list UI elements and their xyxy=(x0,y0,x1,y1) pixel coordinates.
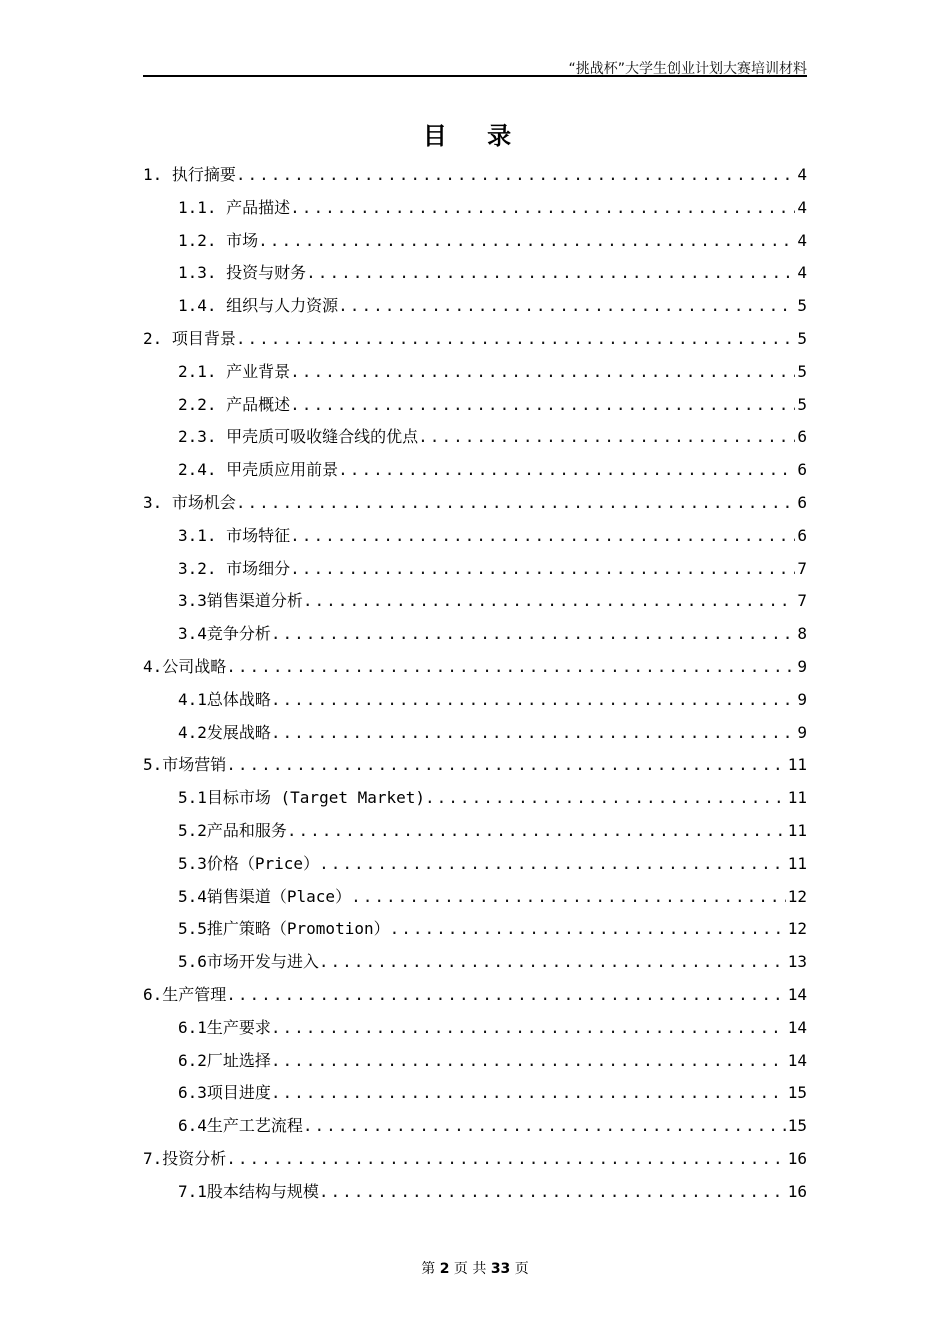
toc-entry-page: 4 xyxy=(797,197,807,217)
toc-leader-dots xyxy=(319,1176,786,1209)
toc-entry-page: 5 xyxy=(797,328,807,348)
toc-entry[interactable] xyxy=(143,848,807,881)
toc-entry-label: 5.4销售渠道（Place） xyxy=(178,886,352,906)
toc-entry[interactable] xyxy=(143,520,807,553)
toc-leader-dots xyxy=(290,389,795,422)
toc-entry[interactable] xyxy=(143,618,807,651)
running-header: “挑战杯”大学生创业计划大赛培训材料 xyxy=(568,61,807,77)
toc-entry[interactable] xyxy=(143,159,807,192)
toc-entry-page: 7 xyxy=(797,558,807,578)
toc-entry[interactable] xyxy=(143,257,807,290)
toc-entry-page: 12 xyxy=(787,886,807,906)
toc-entry[interactable] xyxy=(143,717,807,750)
toc-entry-page: 4 xyxy=(797,230,807,250)
toc-entry[interactable] xyxy=(143,1045,807,1078)
toc-leader-dots xyxy=(226,979,785,1012)
page-title: 目 录 xyxy=(422,122,528,150)
toc-entry[interactable] xyxy=(143,651,807,684)
toc-entry-label: 2.2. 产品概述 xyxy=(178,394,291,414)
toc-entry-label: 7.1股本结构与规模 xyxy=(178,1181,319,1201)
toc-entry[interactable] xyxy=(143,454,807,487)
toc-leader-dots xyxy=(351,881,786,914)
toc-entry[interactable] xyxy=(143,1012,807,1045)
toc-entry[interactable] xyxy=(143,290,807,323)
page-footer xyxy=(0,1258,950,1278)
toc-entry-label: 7.投资分析 xyxy=(143,1148,227,1168)
toc-leader-dots xyxy=(338,290,795,323)
toc-entry[interactable] xyxy=(143,553,807,586)
toc-entry-label: 6.3项目进度 xyxy=(178,1083,271,1103)
toc-leader-dots xyxy=(236,159,795,192)
toc-leader-dots xyxy=(306,257,795,290)
toc-leader-dots xyxy=(418,421,795,454)
toc-leader-dots xyxy=(271,618,795,651)
toc-entry-label: 4.公司战略 xyxy=(143,656,227,676)
toc-entry-label: 5.市场营销 xyxy=(143,755,227,775)
toc-entry-page: 4 xyxy=(797,263,807,283)
toc-entry-label: 1.4. 组织与人力资源 xyxy=(178,296,339,316)
toc-entry-page: 11 xyxy=(787,788,807,808)
toc-entry[interactable] xyxy=(143,389,807,422)
toc-entry[interactable] xyxy=(143,946,807,979)
toc-leader-dots xyxy=(226,1143,785,1176)
toc-entry[interactable] xyxy=(143,979,807,1012)
toc-leader-dots xyxy=(236,487,795,520)
footer-middle: 页 共 xyxy=(453,1261,487,1277)
toc-entry[interactable] xyxy=(143,192,807,225)
toc-entry-page: 14 xyxy=(787,1050,807,1070)
header-rule xyxy=(143,75,807,77)
toc-leader-dots xyxy=(271,1012,786,1045)
toc-entry-page: 13 xyxy=(787,952,807,972)
toc-entry-label: 5.1目标市场 (Target Market) xyxy=(178,788,426,808)
toc-entry-page: 8 xyxy=(797,624,807,644)
toc-entry[interactable] xyxy=(143,1176,807,1209)
toc-entry[interactable] xyxy=(143,585,807,618)
toc-entry[interactable] xyxy=(143,684,807,717)
toc-entry-label: 1.3. 投资与财务 xyxy=(178,263,307,283)
toc-leader-dots xyxy=(319,946,786,979)
toc-entry[interactable] xyxy=(143,1110,807,1143)
toc-entry-label: 1.2. 市场 xyxy=(178,230,259,250)
toc-entry-page: 11 xyxy=(787,820,807,840)
toc-entry-label: 1. 执行摘要 xyxy=(143,165,236,184)
table-of-contents xyxy=(143,159,807,1209)
toc-entry-label: 3.1. 市场特征 xyxy=(178,525,291,545)
toc-entry-label: 6.2厂址选择 xyxy=(178,1050,271,1070)
toc-entry-label: 5.6市场开发与进入 xyxy=(178,952,319,972)
toc-entry[interactable] xyxy=(143,356,807,389)
toc-leader-dots xyxy=(271,1045,786,1078)
toc-entry[interactable] xyxy=(143,782,807,815)
footer-suffix: 页 xyxy=(514,1261,529,1277)
toc-entry-label: 1.1. 产品描述 xyxy=(178,197,291,217)
toc-entry[interactable] xyxy=(143,225,807,258)
toc-entry-page: 14 xyxy=(787,984,807,1004)
toc-entry-label: 6.生产管理 xyxy=(143,984,227,1004)
toc-entry-label: 6.4生产工艺流程 xyxy=(178,1116,303,1136)
toc-leader-dots xyxy=(271,684,795,717)
toc-entry-page: 7 xyxy=(797,591,807,611)
toc-leader-dots xyxy=(226,749,785,782)
toc-leader-dots xyxy=(287,815,786,848)
toc-leader-dots xyxy=(338,454,795,487)
toc-entry-label: 2.1. 产业背景 xyxy=(178,361,291,381)
toc-leader-dots xyxy=(319,848,786,881)
toc-leader-dots xyxy=(425,782,786,815)
toc-entry-page: 4 xyxy=(797,165,807,184)
toc-entry-page: 9 xyxy=(797,656,807,676)
toc-entry[interactable] xyxy=(143,421,807,454)
toc-entry-label: 4.2发展战略 xyxy=(178,722,271,742)
toc-entry[interactable] xyxy=(143,487,807,520)
toc-leader-dots xyxy=(236,323,795,356)
toc-entry-page: 6 xyxy=(797,427,807,447)
toc-entry-page: 12 xyxy=(787,919,807,939)
toc-entry-page: 5 xyxy=(797,361,807,381)
toc-leader-dots xyxy=(390,913,786,946)
toc-entry-page: 11 xyxy=(787,853,807,873)
toc-entry-label: 5.5推广策略（Promotion） xyxy=(178,919,390,939)
toc-entry-label: 4.1总体战略 xyxy=(178,689,271,709)
toc-leader-dots xyxy=(290,553,795,586)
toc-entry-label: 3.4竞争分析 xyxy=(178,624,271,644)
toc-entry-label: 5.2产品和服务 xyxy=(178,820,287,840)
toc-entry[interactable] xyxy=(143,323,807,356)
toc-entry-page: 9 xyxy=(797,689,807,709)
toc-entry-page: 15 xyxy=(787,1083,807,1103)
toc-entry-page: 6 xyxy=(797,492,807,512)
toc-entry[interactable] xyxy=(143,1143,807,1176)
toc-leader-dots xyxy=(303,1110,786,1143)
toc-entry-page: 15 xyxy=(787,1116,807,1136)
toc-leader-dots xyxy=(271,1077,786,1110)
toc-entry-label: 2. 项目背景 xyxy=(143,328,236,348)
toc-entry-page: 6 xyxy=(797,460,807,480)
footer-total-pages: 33 xyxy=(490,1261,511,1277)
toc-entry[interactable] xyxy=(143,815,807,848)
toc-entry[interactable] xyxy=(143,1077,807,1110)
toc-entry-label: 3.2. 市场细分 xyxy=(178,558,291,578)
footer-current-page: 2 xyxy=(439,1261,450,1277)
toc-entry-page: 16 xyxy=(787,1181,807,1201)
toc-leader-dots xyxy=(258,225,795,258)
toc-entry-page: 16 xyxy=(787,1148,807,1168)
toc-entry-label: 2.4. 甲壳质应用前景 xyxy=(178,460,339,480)
toc-entry-page: 5 xyxy=(797,394,807,414)
toc-entry-page: 11 xyxy=(787,755,807,775)
toc-leader-dots xyxy=(290,192,795,225)
toc-leader-dots xyxy=(271,717,795,750)
toc-entry-label: 3.3销售渠道分析 xyxy=(178,591,303,611)
toc-entry[interactable] xyxy=(143,913,807,946)
toc-entry-page: 9 xyxy=(797,722,807,742)
toc-leader-dots xyxy=(226,651,795,684)
footer-prefix: 第 xyxy=(421,1261,436,1277)
toc-entry-page: 14 xyxy=(787,1017,807,1037)
toc-leader-dots xyxy=(290,356,795,389)
toc-entry-page: 6 xyxy=(797,525,807,545)
toc-leader-dots xyxy=(303,585,795,618)
toc-entry[interactable] xyxy=(143,881,807,914)
toc-entry[interactable] xyxy=(143,749,807,782)
toc-entry-label: 5.3价格（Price） xyxy=(178,853,320,873)
toc-entry-page: 5 xyxy=(797,296,807,316)
toc-leader-dots xyxy=(290,520,795,553)
toc-entry-label: 3. 市场机会 xyxy=(143,492,236,512)
toc-entry-label: 6.1生产要求 xyxy=(178,1017,271,1037)
toc-entry-label: 2.3. 甲壳质可吸收缝合线的优点 xyxy=(178,427,419,447)
